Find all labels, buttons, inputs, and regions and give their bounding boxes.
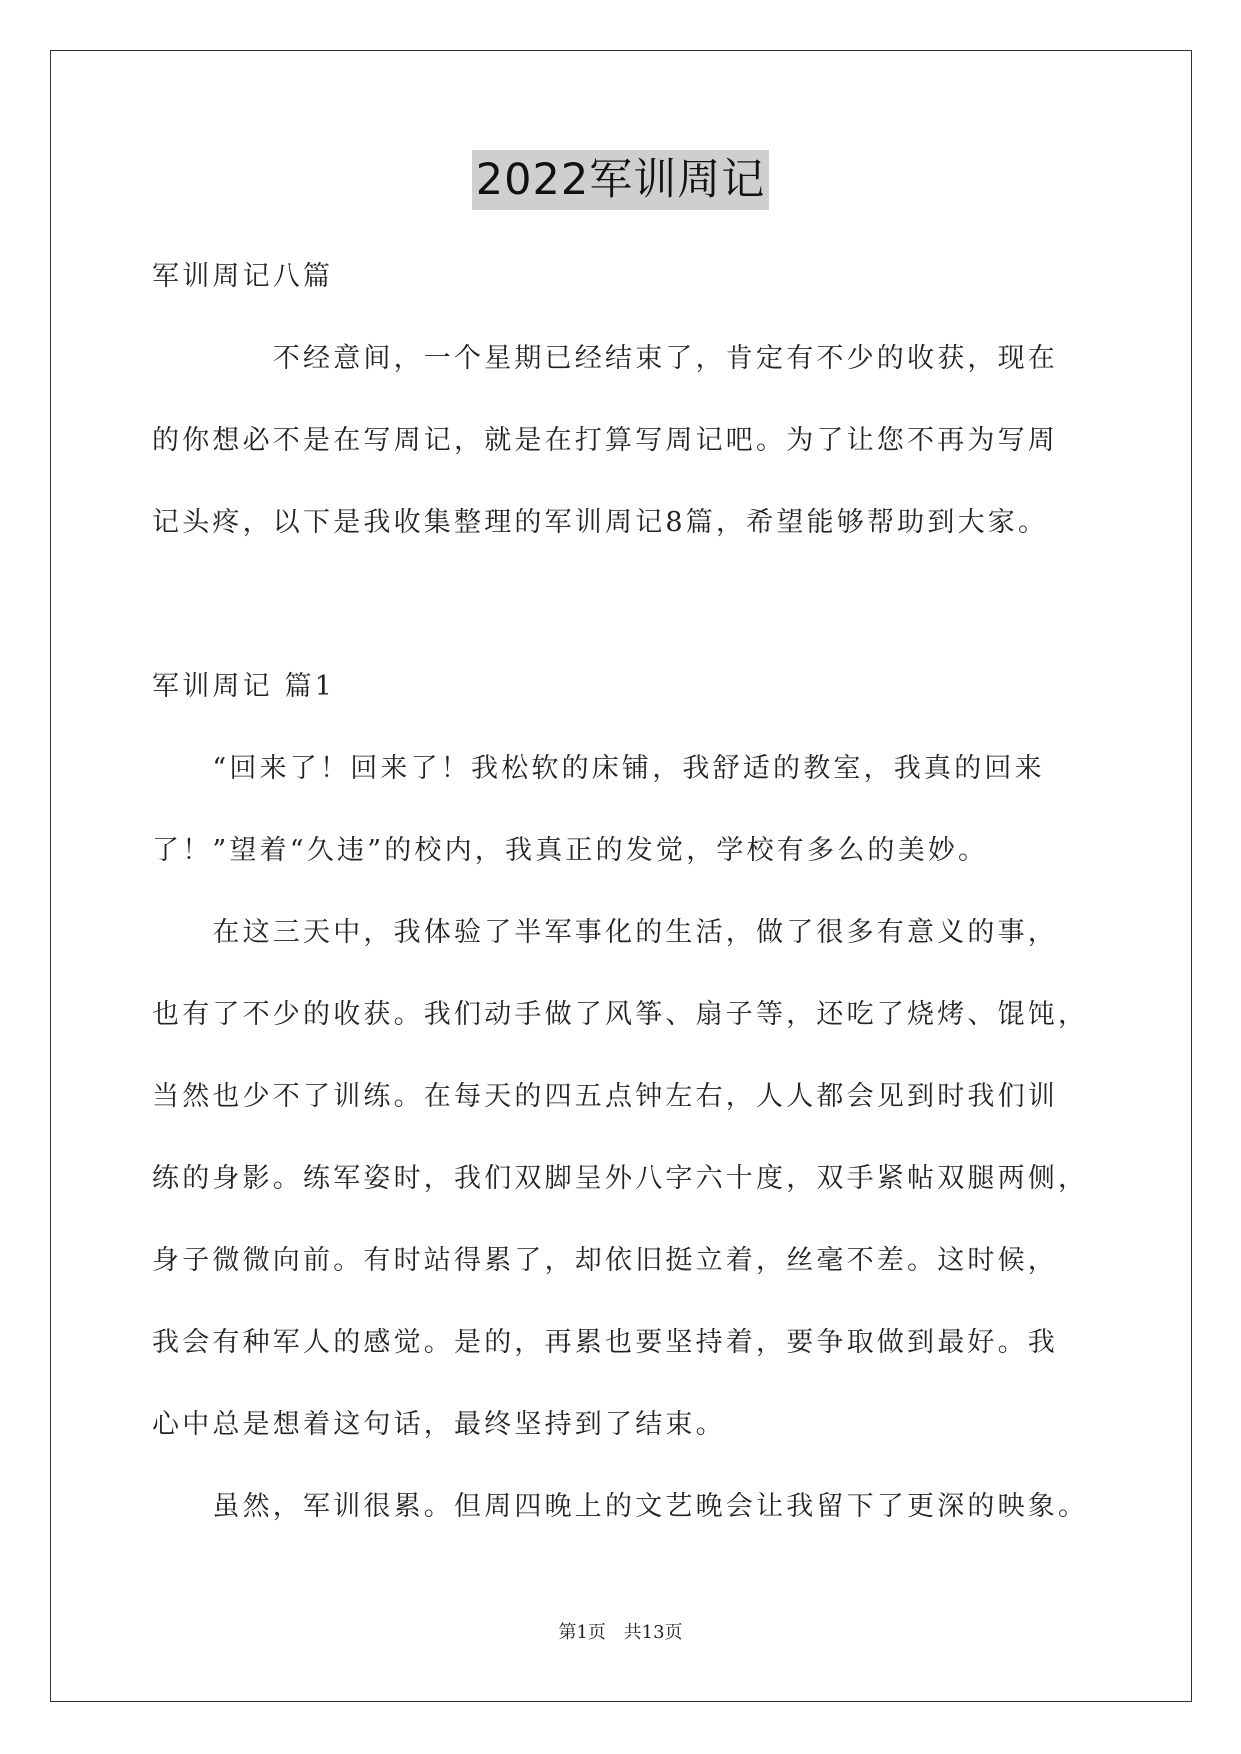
document-body — [152, 236, 1092, 1548]
document-title: 2022军训周记 — [472, 150, 769, 210]
blank-line — [152, 564, 1092, 646]
section-heading: 军训周记 篇1 — [152, 671, 336, 702]
paragraph-line: “回来了！回来了！我松软的床铺，我舒适的教室，我真的回来 — [152, 753, 1045, 784]
title-container — [0, 150, 1241, 210]
paragraph-line: 的你想必不是在写周记，就是在打算写周记吧。为了让您不再为写周 — [152, 425, 1058, 456]
paragraph-line: 练的身影。练军姿时，我们双脚呈外八字六十度，双手紧帖双腿两侧， — [152, 1163, 1089, 1194]
paragraph-line: 身子微微向前。有时站得累了，却依旧挺立着，丝毫不差。这时候， — [152, 1245, 1058, 1276]
paragraph-line: 也有了不少的收获。我们动手做了风筝、扇子等，还吃了烧烤、馄饨， — [152, 999, 1089, 1030]
section-heading: 军训周记八篇 — [152, 261, 334, 292]
paragraph-line: 心中总是想着这句话，最终坚持到了结束。 — [152, 1409, 726, 1440]
paragraph-line: 了！”望着“久违”的校内，我真正的发觉，学校有多么的美妙。 — [152, 835, 989, 866]
paragraph-line: 当然也少不了训练。在每天的四五点钟左右，人人都会见到时我们训 — [152, 1081, 1058, 1112]
paragraph-line: 虽然，军训很累。但周四晚上的文艺晚会让我留下了更深的映象。 — [152, 1491, 1089, 1522]
paragraph-line: 记头疼，以下是我收集整理的军训周记8篇，希望能够帮助到大家。 — [152, 507, 1049, 538]
paragraph-line: 不经意间，一个星期已经结束了，肯定有不少的收获，现在 — [152, 343, 1058, 374]
paragraph-line: 我会有种军人的感觉。是的，再累也要坚持着，要争取做到最好。我 — [152, 1327, 1058, 1358]
page-number: 第1页 — [558, 1622, 606, 1643]
page-total: 共13页 — [623, 1622, 683, 1643]
page-footer — [0, 1618, 1241, 1644]
paragraph-line: 在这三天中，我体验了半军事化的生活，做了很多有意义的事， — [152, 917, 1058, 948]
